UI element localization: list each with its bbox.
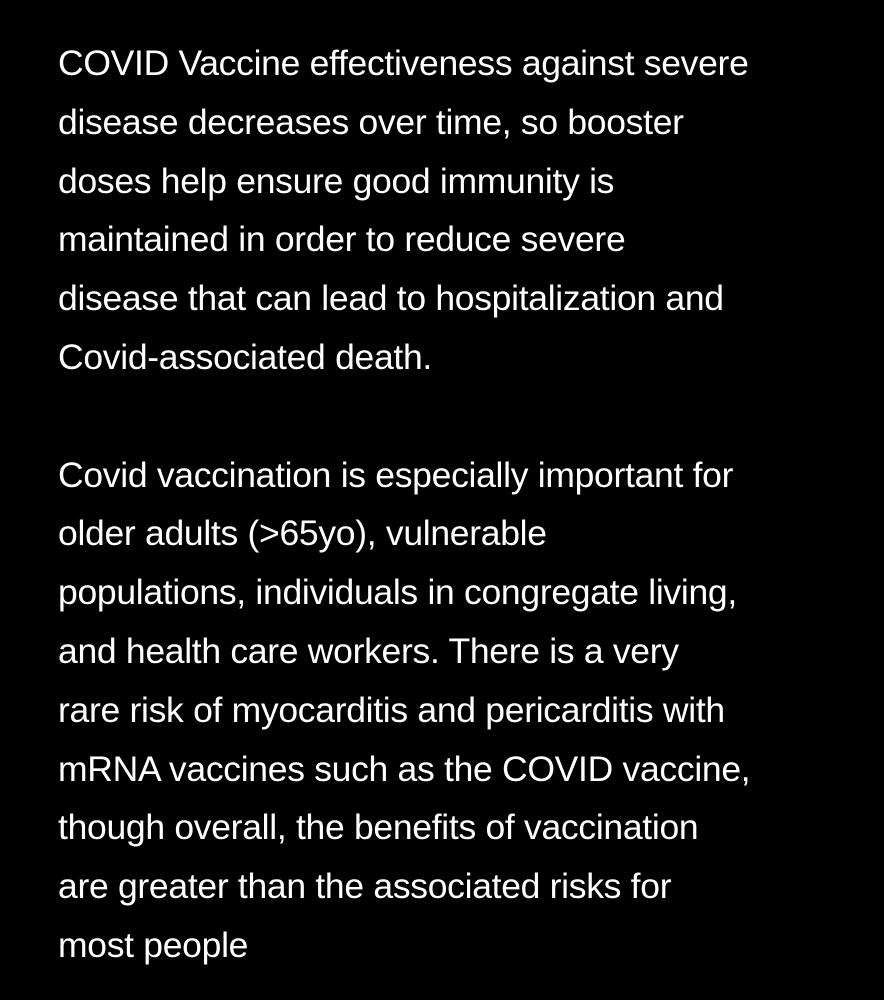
text-line: disease decreases over time, so booster xyxy=(58,101,684,142)
text-line: COVID Vaccine effectiveness against severe xyxy=(58,43,749,83)
text-line: Covid vaccination is especially important for xyxy=(58,454,734,495)
text-line: are greater than the associated risks for xyxy=(58,866,672,907)
paragraph-vaccine-effectiveness xyxy=(58,34,858,387)
text-line: and health care workers. There is a very xyxy=(58,630,679,671)
text-line: doses help ensure good immunity is xyxy=(58,160,615,201)
paragraph-vaccination-importance xyxy=(58,446,858,975)
note-text-area[interactable] xyxy=(58,34,858,975)
text-line: mRNA vaccines such as the COVID vaccine, xyxy=(58,748,751,789)
text-line: populations, individuals in congregate living, xyxy=(58,572,737,613)
text-line: rare risk of myocarditis and pericarditis with xyxy=(58,689,725,730)
paragraph-spacer xyxy=(58,387,858,446)
text-line: most people xyxy=(58,924,249,965)
text-line: maintained in order to reduce severe xyxy=(58,219,626,260)
text-line: though overall, the benefits of vaccination xyxy=(58,807,699,848)
text-line: disease that can lead to hospitalization and xyxy=(58,278,724,319)
text-line: older adults (>65yo), vulnerable xyxy=(58,513,547,554)
text-line: Covid-associated death. xyxy=(58,336,432,377)
